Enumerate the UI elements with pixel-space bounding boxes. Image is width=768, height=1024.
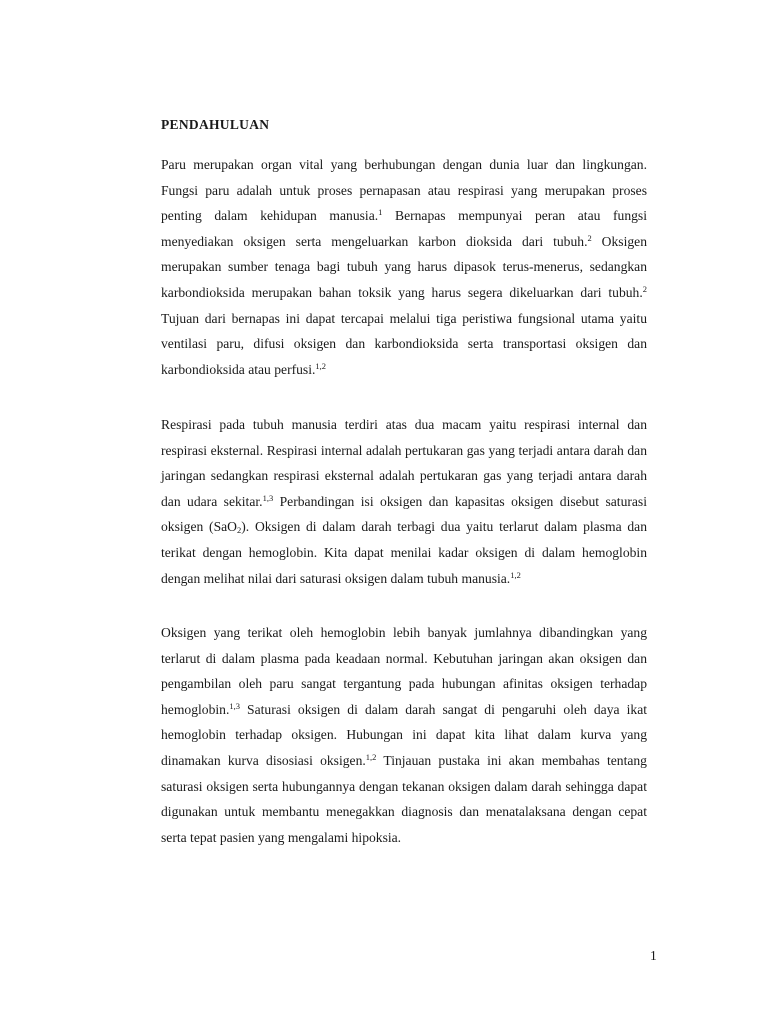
paragraph-text: Oksigen merupakan sumber tenaga bagi tubuh yang harus dipasok terus-menerus, sedangkan karbondioksida merupakan bahan toksik yang harus segera dikeluarkan dari tubuh. [161, 233, 647, 300]
citation-reference: 2 [587, 232, 592, 243]
paragraph-text: Tujuan dari bernapas ini dapat tercapai melalui tiga peristiwa fungsional utama yaitu ventilasi paru, difusi oksigen dan karbondioksida serta transportasi oksigen dan karbondioksida atau perfusi. [161, 310, 647, 377]
paragraph-1 [161, 152, 647, 382]
page-number: 1 [650, 948, 657, 963]
paragraph-3 [161, 620, 647, 850]
citation-reference: 1,3 [262, 492, 274, 503]
paragraph-text: Saturasi oksigen di dalam darah sangat di pengaruhi oleh daya ikat hemoglobin terhadap oksigen. Hubungan ini dapat kita lihat dalam kurva yang dinamakan kurva disosiasi oksigen. [161, 701, 647, 768]
paragraph-text: ). Oksigen di dalam darah terbagi dua yaitu terlarut dalam plasma dan terikat dengan hemoglobin. Kita dapat menilai kadar oksigen di dalam hemoglobin dengan melihat nilai dari saturasi oksigen dalam tubuh manusia. [161, 519, 647, 586]
citation-reference: 1,2 [510, 569, 521, 580]
paragraph-2 [161, 412, 647, 591]
citation-reference: 1,3 [229, 700, 240, 711]
section-heading: PENDAHULUAN [161, 117, 270, 132]
citation-reference: 1,2 [315, 360, 327, 371]
paragraph-text: Perbandingan isi oksigen dan kapasitas oksigen disebut saturasi oksigen (SaO [161, 493, 648, 535]
paragraph-text: Bernapas mempunyai peran atau fungsi menyediakan oksigen serta mengeluarkan karbon dioksida dari tubuh. [161, 208, 647, 249]
paragraph-text: Paru merupakan organ vital yang berhubungan dengan dunia luar dan lingkungan. Fungsi paru adalah untuk proses pernapasan atau respirasi yang merupakan proses penting dalam kehidupan manusia. [161, 157, 647, 224]
paragraph-text: Tinjauan pustaka ini akan membahas tentang saturasi oksigen serta hubungannya dengan tekanan oksigen dalam darah sehingga dapat digunakan untuk membantu menegakkan diagnosis dan menatalaksana dengan cepat serta tepat pasien yang mengalami hipoksia. [161, 752, 647, 845]
paragraph-text: Respirasi pada tubuh manusia terdiri atas dua macam yaitu respirasi internal dan respirasi eksternal. Respirasi internal adalah pertukaran gas yang terjadi antara darah dan jaringan sedangkan respirasi eksternal adalah pertukaran gas yang terjadi antara darah dan udara sekitar. [161, 417, 647, 509]
paragraph-text: Oksigen yang terikat oleh hemoglobin lebih banyak jumlahnya dibandingkan yang terlarut di dalam plasma pada keadaan normal. Kebutuhan jaringan akan oksigen dan pengambilan oleh paru sangat tergantung pada hubungan afinitas oksigen terhadap hemoglobin. [161, 625, 647, 717]
citation-reference: 1,2 [365, 751, 377, 762]
citation-reference: 1 [378, 207, 383, 218]
subscript: 2 [237, 525, 242, 536]
citation-reference: 2 [642, 283, 647, 294]
